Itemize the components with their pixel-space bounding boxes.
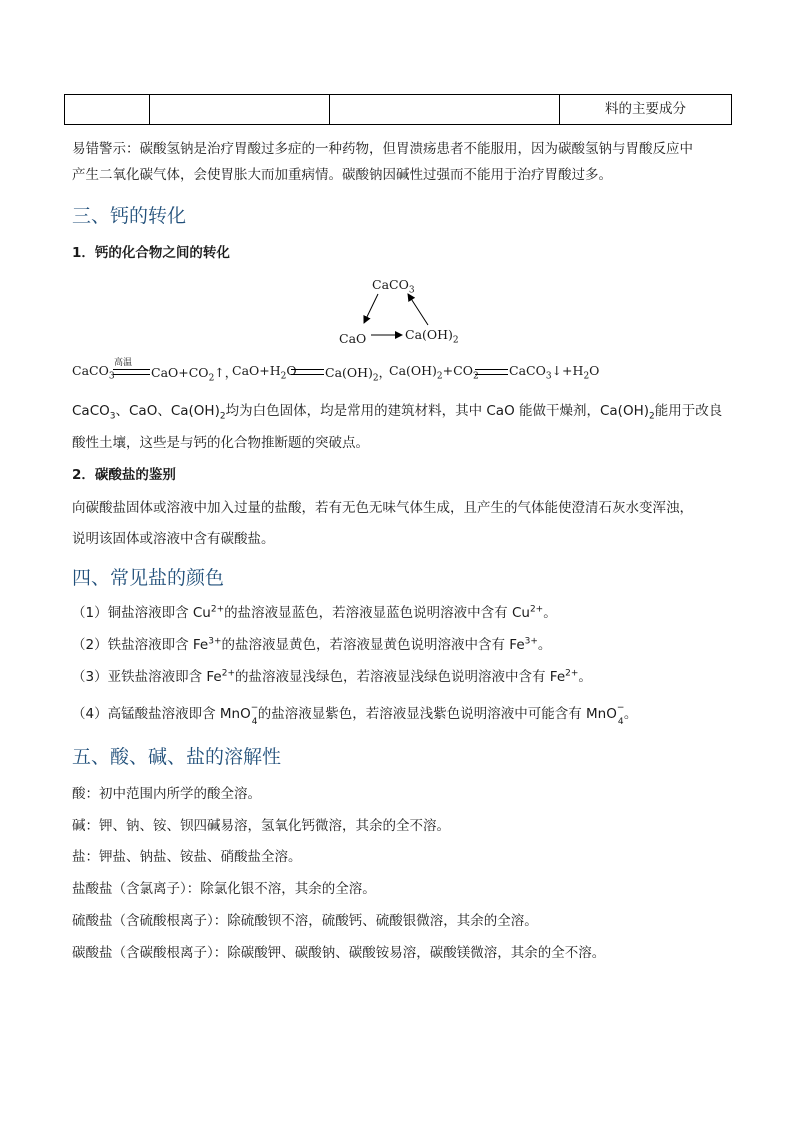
section-3-subtitle-1: 1．钙的化合物之间的转化 bbox=[72, 245, 230, 261]
equation-2-equals bbox=[291, 369, 324, 375]
solubility-line: 盐：钾盐、钠盐、铵盐、硝酸盐全溶。 bbox=[72, 849, 302, 865]
warning-line-2: 产生二氧化碳气体，会使胃胀大而加重病情。碳酸钠因碱性过强而不能用于治疗胃酸过多。 bbox=[72, 167, 612, 183]
arrow-caco3-to-cao bbox=[364, 294, 378, 323]
calcium-paragraph-line-1: CaCO$_3$、CaO、$Ca(OH)_2$均为白色固体，均是常用的建筑材料，其中 CaO 能做干燥剂，$Ca(OH)_2$能用于改良 bbox=[72, 403, 723, 422]
section-5-title: 五、酸、碱、盐的溶解性 bbox=[72, 746, 282, 768]
warning-line-1: 易错警示：碳酸氢钠是治疗胃酸过多症的一种药物，但胃溃疡患者不能服用，因为碳酸氢钠与胃酸反应中 bbox=[72, 141, 693, 157]
arrow-caoh2-to-caco3 bbox=[408, 294, 428, 325]
equation-3-left: $Ca(OH)_2+CO_2$ bbox=[389, 363, 479, 382]
table-cell bbox=[150, 95, 330, 125]
solubility-line: 酸：初中范围内所学的酸全溶。 bbox=[72, 786, 261, 802]
equation-1-left: CaCO$_3$ bbox=[72, 363, 115, 382]
color-item-4: （4）高锰酸盐溶液即含 MnO − 4 的盐溶液显紫色，若溶液显浅紫色说明溶液中可能含有 MnO − 4 。 bbox=[72, 703, 638, 727]
equation-1-right: $CaO+CO_2↑$， bbox=[151, 365, 238, 384]
diagram-node-caoh2: $Ca(OH)_2$ bbox=[405, 327, 459, 346]
table-row bbox=[65, 95, 732, 125]
section-3-title: 三、钙的转化 bbox=[72, 205, 187, 227]
section-4-title: 四、常见盐的颜色 bbox=[72, 567, 225, 589]
diagram-node-cao: CaO bbox=[339, 331, 367, 346]
table-cell: 料的主要成分 bbox=[560, 95, 732, 125]
section-3-subtitle-2: 2．碳酸盐的鉴别 bbox=[72, 467, 176, 483]
equation-1-equals bbox=[113, 369, 150, 375]
color-item-2: （2）铁盐溶液即含 $Fe^{3+}$的盐溶液显黄色，若溶液显黄色说明溶液中含有 $Fe^{3+}$。 bbox=[72, 636, 552, 653]
table-cell bbox=[330, 95, 560, 125]
equation-3-equals bbox=[475, 369, 508, 375]
color-item-1: （1）铜盐溶液即含 $Cu^{2+}$的盐溶液显蓝色，若溶液显蓝色说明溶液中含有 $Cu^{2+}$。 bbox=[72, 604, 557, 621]
solubility-line: 盐酸盐（含氯离子）：除氯化银不溶，其余的全溶。 bbox=[72, 881, 376, 897]
table-fragment bbox=[64, 94, 732, 125]
equation-2-left: $CaO+H_2O$ bbox=[232, 363, 297, 382]
equation-3-right: $CaCO_3↓+H_2O$ bbox=[509, 363, 600, 382]
solubility-line: 碳酸盐（含碳酸根离子）：除碳酸钾、碳酸钠、碳酸铵易溶，碳酸镁微溶，其余的全不溶。 bbox=[72, 945, 606, 961]
table-cell bbox=[65, 95, 150, 125]
color-item-3: （3）亚铁盐溶液即含 $Fe^{2+}$的盐溶液显浅绿色，若溶液显浅绿色说明溶液中含有 $Fe^{2+}$。 bbox=[72, 668, 592, 685]
solubility-line: 碱：钾、钠、铵、钡四碱易溶，氢氧化钙微溶，其余的全不溶。 bbox=[72, 818, 450, 834]
equation-1-condition: 高温 bbox=[114, 358, 133, 368]
conversion-arrows bbox=[330, 270, 460, 350]
calcium-paragraph-line-2: 酸性土壤，这些是与钙的化合物推断题的突破点。 bbox=[72, 435, 369, 451]
solubility-line: 硫酸盐（含硫酸根离子）：除硫酸钡不溶，硫酸钙、硫酸银微溶，其余的全溶。 bbox=[72, 913, 538, 929]
identification-line-1: 向碳酸盐固体或溶液中加入过量的盐酸，若有无色无味气体生成，且产生的气体能使澄清石灰水变浑浊， bbox=[72, 500, 693, 516]
diagram-node-caco3: CaCO$_3$ bbox=[372, 277, 415, 296]
identification-line-2: 说明该固体或溶液中含有碳酸盐。 bbox=[72, 531, 275, 547]
equation-2-right: $Ca(OH)_2$， bbox=[325, 365, 392, 384]
